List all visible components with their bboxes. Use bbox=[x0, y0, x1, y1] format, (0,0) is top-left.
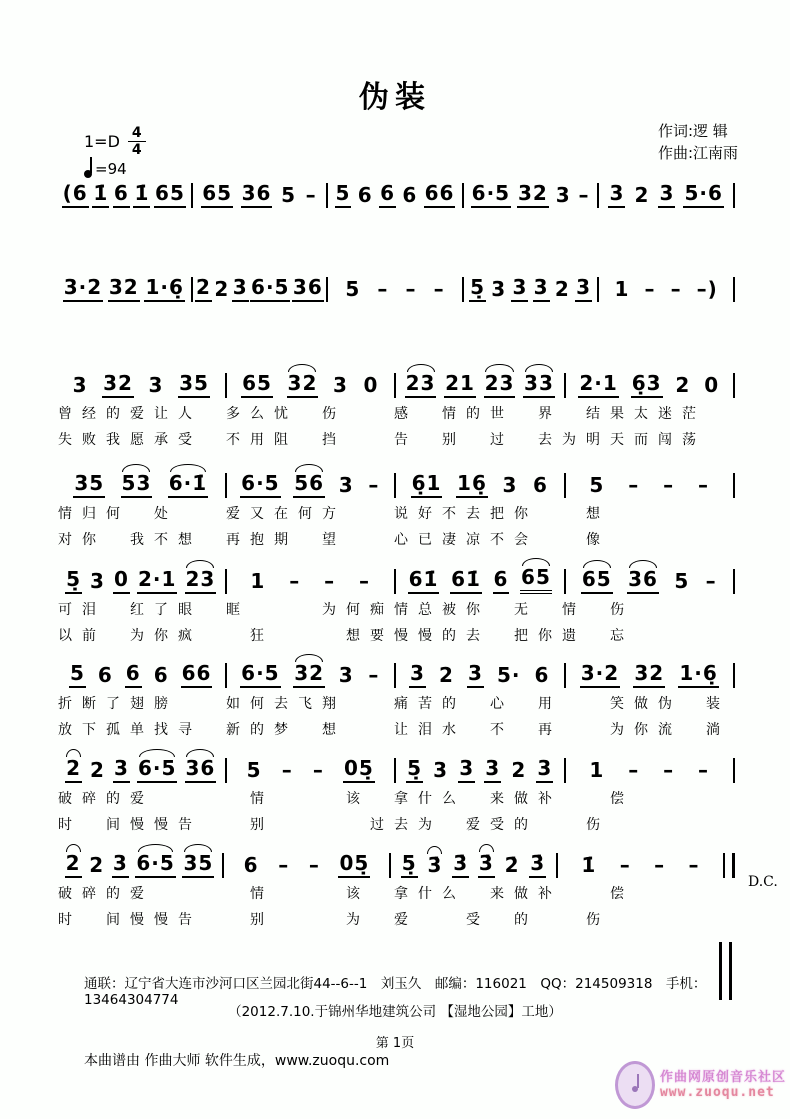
note-token: 1 bbox=[250, 569, 266, 593]
note-token: 2 bbox=[65, 851, 82, 878]
note-token: – bbox=[305, 183, 317, 207]
note-token: 32 bbox=[517, 181, 549, 208]
note-token: 3 bbox=[112, 851, 129, 878]
note-token: –) bbox=[696, 277, 718, 301]
time-signature-denominator: 4 bbox=[131, 142, 142, 158]
note-token: 23 bbox=[405, 371, 437, 398]
barline bbox=[462, 277, 464, 302]
note-token: 0 bbox=[704, 373, 720, 397]
barline bbox=[733, 569, 735, 594]
music-system bbox=[58, 172, 736, 208]
key-signature bbox=[84, 126, 146, 157]
note-token: 6 bbox=[153, 663, 169, 687]
barline bbox=[564, 569, 566, 594]
note-token: 05̣ bbox=[338, 851, 370, 878]
music-system bbox=[58, 462, 736, 550]
note-token: 3 bbox=[433, 758, 449, 782]
note-token: 2 bbox=[89, 853, 105, 877]
note-token: – bbox=[312, 758, 324, 782]
tempo-value: =94 bbox=[95, 160, 127, 178]
watermark-cn-label: 作曲网原创音乐社区 bbox=[659, 1070, 786, 1085]
note-token: 5 bbox=[69, 661, 86, 688]
barline bbox=[556, 853, 558, 878]
note-token: 6·5 bbox=[135, 851, 175, 878]
note-token: 2 bbox=[65, 756, 82, 783]
note-token: 3 bbox=[338, 473, 354, 497]
note-token: 6 bbox=[534, 663, 550, 687]
note-token: – bbox=[698, 758, 710, 782]
time-signature bbox=[128, 126, 146, 157]
lyric-line: 对你 我不想 再抱期 望 心已凄凉不会 像 bbox=[58, 532, 610, 548]
measure bbox=[567, 661, 733, 688]
note-token: 6·5 bbox=[250, 275, 290, 302]
note-token: – bbox=[405, 277, 417, 301]
credits bbox=[658, 120, 738, 164]
measure bbox=[559, 853, 722, 878]
note-token: 5 bbox=[335, 181, 352, 208]
note-token: 3 bbox=[467, 661, 484, 688]
watermark-url: www.zuoqu.net bbox=[659, 1085, 775, 1100]
measure bbox=[567, 473, 733, 498]
note-token: – bbox=[289, 569, 301, 593]
note-token: 5· bbox=[496, 663, 521, 687]
lyric-line: 放下孤单找寻 新的梦 想 让泪水 不 再 为你流 淌 bbox=[58, 722, 730, 738]
note-token: 5 bbox=[589, 473, 605, 497]
note-token: 23 bbox=[484, 371, 516, 398]
measure bbox=[194, 181, 326, 208]
note-line bbox=[58, 556, 736, 594]
note-token: 2·1 bbox=[578, 371, 618, 398]
note-token: 23 bbox=[185, 567, 217, 594]
note-token: 2 bbox=[195, 275, 212, 302]
barline bbox=[394, 663, 396, 688]
note-token: – bbox=[359, 569, 371, 593]
note-token: 6·5 bbox=[137, 756, 177, 783]
note-token: 3 bbox=[533, 275, 550, 302]
note-token: – bbox=[654, 853, 666, 877]
note-token: 3 bbox=[90, 569, 105, 593]
note-token: (6 bbox=[62, 181, 89, 208]
note-token: 61̇ bbox=[450, 567, 482, 594]
measure bbox=[225, 851, 388, 878]
barline bbox=[326, 183, 328, 208]
lyric-line: 以前 为你疯 狂 想要慢慢的去 把你遗 忘 bbox=[58, 628, 634, 644]
note-token: 6̣3 bbox=[631, 371, 663, 398]
measure bbox=[329, 277, 461, 302]
note-token: 35 bbox=[182, 851, 214, 878]
dc-mark: D.C. bbox=[748, 874, 778, 890]
note-token: 32 bbox=[287, 371, 319, 398]
note-token: 3 bbox=[232, 275, 249, 302]
note-token: 6 bbox=[402, 183, 418, 207]
lyric-line: 曾经的爱让人 多么忧 伤 感 情的世 界 结果太迷茫 bbox=[58, 406, 706, 422]
note-token: 65 bbox=[520, 565, 552, 594]
note-token: 3·2 bbox=[63, 275, 103, 302]
note-token: 6 bbox=[243, 853, 259, 877]
music-system bbox=[58, 362, 736, 450]
barline bbox=[733, 473, 735, 498]
music-system bbox=[58, 556, 736, 646]
measure bbox=[392, 851, 555, 878]
measure bbox=[600, 181, 732, 208]
lyric-line: 可泪 红了眼 眶 为何痴情总被你 无 情 伤 bbox=[58, 602, 634, 618]
note-token: 3 bbox=[338, 663, 354, 687]
measure bbox=[58, 756, 224, 783]
measure bbox=[58, 275, 190, 302]
note-token: 1 bbox=[589, 758, 605, 782]
note-token: 5̣ bbox=[406, 756, 423, 783]
song-title: 伪装 bbox=[359, 80, 431, 115]
note-token: 5̣ bbox=[65, 567, 82, 594]
time-signature-numerator: 4 bbox=[128, 126, 146, 142]
note-token: 33 bbox=[523, 371, 555, 398]
note-line bbox=[58, 747, 736, 783]
barline bbox=[394, 473, 396, 498]
note-token: 36 bbox=[627, 567, 659, 594]
note-token: 5̣ bbox=[469, 275, 486, 302]
note-token: – bbox=[368, 663, 380, 687]
note-token: 36 bbox=[185, 756, 217, 783]
session-note: （2012.7.10.于锦州华地建筑公司 【湿地公园】工地） bbox=[228, 1004, 562, 1020]
measure bbox=[600, 277, 732, 302]
contact-line: 通联：辽宁省大连市沙河口区兰园北街44--6--1 刘玉久 邮编：116021 QQ：214509318 手机：13464304774 bbox=[84, 976, 707, 1008]
note-token: 6 bbox=[379, 181, 396, 208]
note-token: – bbox=[705, 569, 717, 593]
note-token: 36 bbox=[292, 275, 324, 302]
note-token: 3̇ bbox=[478, 851, 495, 878]
note-token: – bbox=[670, 277, 682, 301]
note-token: 35 bbox=[73, 471, 105, 498]
note-line bbox=[58, 362, 736, 398]
page-number: 第 1页 bbox=[375, 1036, 415, 1051]
barline bbox=[225, 758, 227, 783]
note-line bbox=[58, 842, 736, 878]
barline bbox=[733, 277, 735, 302]
note-token: 1·6̣ bbox=[144, 275, 184, 302]
note-token: 5 bbox=[281, 183, 296, 207]
composer-credit: 作曲:江南雨 bbox=[657, 144, 738, 162]
measure bbox=[329, 181, 461, 208]
watermark bbox=[615, 1061, 786, 1109]
note-token: 3 bbox=[511, 275, 528, 302]
note-token: 3 bbox=[458, 756, 475, 783]
note-token: 6 bbox=[97, 663, 113, 687]
note-token: 2̇ bbox=[504, 853, 520, 877]
note-token: – bbox=[278, 853, 290, 877]
note-token: 0 bbox=[113, 567, 130, 594]
note-token: 3 bbox=[148, 373, 164, 397]
barline bbox=[394, 569, 396, 594]
note-token: 6·5 bbox=[240, 661, 280, 688]
note-line bbox=[58, 462, 736, 498]
note-token: 3·2 bbox=[580, 661, 620, 688]
barline bbox=[462, 183, 464, 208]
barline bbox=[389, 853, 391, 878]
note-token: 61̇ bbox=[408, 567, 440, 594]
barline bbox=[597, 183, 599, 208]
note-token: – bbox=[663, 473, 675, 497]
note-token: 65 bbox=[581, 567, 613, 594]
note-token: 21 bbox=[444, 371, 476, 398]
measure bbox=[58, 181, 190, 208]
note-token: 2 bbox=[214, 277, 230, 301]
note-token: 2 bbox=[554, 277, 570, 301]
watermark-text bbox=[660, 1070, 786, 1100]
lyric-line: 折断了翅膀 如何去飞翔 痛苦的 心 用 笑做伪 装 bbox=[58, 696, 730, 712]
barline bbox=[191, 183, 193, 208]
measure bbox=[228, 569, 394, 594]
note-token: 5 bbox=[674, 569, 690, 593]
note-token: 2 bbox=[439, 663, 454, 687]
note-token: – bbox=[619, 853, 631, 877]
note-token: 32 bbox=[633, 661, 665, 688]
lyric-line: 失败我愿承受 不用阻 挡 告 别 过 去为明天而闯荡 bbox=[58, 432, 706, 448]
note-token: – bbox=[368, 473, 380, 497]
note-token: 3 bbox=[72, 373, 88, 397]
note-token: 56 bbox=[293, 471, 325, 498]
barline bbox=[733, 758, 735, 783]
measure bbox=[397, 661, 563, 688]
note-token: – bbox=[308, 853, 320, 877]
note-token: 6·5 bbox=[471, 181, 511, 208]
measure bbox=[397, 371, 563, 398]
lyricist-credit: 作词:逻 辑 bbox=[657, 122, 728, 140]
note-token: 66 bbox=[181, 661, 213, 688]
measure bbox=[58, 661, 224, 688]
measure bbox=[465, 275, 597, 302]
music-note-icon bbox=[632, 1086, 638, 1092]
note-token: 35 bbox=[178, 371, 210, 398]
measure bbox=[228, 371, 394, 398]
note-token: 6 bbox=[125, 661, 142, 688]
note-token: 2 bbox=[511, 758, 527, 782]
note-token: 16̣ bbox=[456, 471, 488, 498]
note-token: 32 bbox=[293, 661, 325, 688]
barline bbox=[225, 569, 227, 594]
note-token: – bbox=[377, 277, 389, 301]
note-token: 32 bbox=[108, 275, 140, 302]
note-token: 2·1 bbox=[137, 567, 177, 594]
barline bbox=[222, 853, 224, 878]
note-token: – bbox=[688, 853, 700, 877]
note-token: 1·6̣ bbox=[678, 661, 718, 688]
note-token: – bbox=[281, 758, 293, 782]
note-token: 6 bbox=[113, 181, 130, 208]
note-token: 2 bbox=[90, 758, 105, 782]
measure bbox=[194, 275, 326, 302]
note-token: 3̇ bbox=[427, 853, 443, 877]
note-token: 3 bbox=[608, 181, 625, 208]
note-token: 6·5 bbox=[240, 471, 280, 498]
watermark-logo-icon bbox=[615, 1061, 655, 1109]
note-token: – bbox=[628, 473, 640, 497]
note-line bbox=[58, 652, 736, 688]
note-token: – bbox=[644, 277, 656, 301]
note-token: 65 bbox=[241, 371, 273, 398]
lyric-line: 情归何 处 爱又在何方 说好不去把你 想 bbox=[58, 506, 610, 522]
barline bbox=[564, 473, 566, 498]
note-token: 3 bbox=[502, 473, 518, 497]
music-system bbox=[58, 842, 736, 930]
lyric-line: 破碎的爱 情 该 拿什么 来做补 偿 bbox=[58, 791, 634, 807]
note-line bbox=[58, 266, 736, 302]
music-system bbox=[58, 747, 736, 835]
key-label: 1=D bbox=[84, 132, 120, 151]
double-barline bbox=[723, 853, 735, 878]
measure bbox=[58, 567, 224, 594]
barline bbox=[225, 663, 227, 688]
note-token: 0 bbox=[363, 373, 379, 397]
lyric-line: 时 间慢慢告 别 为 爱 受 的 伤 bbox=[58, 912, 610, 928]
measure bbox=[567, 758, 733, 783]
measure bbox=[397, 756, 563, 783]
generator-note: 本曲谱由 作曲大师 软件生成，www.zuoqu.com bbox=[84, 1053, 390, 1069]
note-token: 3 bbox=[491, 277, 507, 301]
measure bbox=[465, 181, 597, 208]
note-token: 1̇ bbox=[92, 181, 109, 208]
note-token: 05̣ bbox=[343, 756, 375, 783]
note-token: 3̇ bbox=[452, 851, 469, 878]
measure bbox=[397, 565, 563, 594]
barline bbox=[225, 473, 227, 498]
measure bbox=[58, 371, 224, 398]
barline bbox=[225, 373, 227, 398]
measure bbox=[567, 371, 733, 398]
note-token: 66 bbox=[424, 181, 456, 208]
note-token: – bbox=[433, 277, 445, 301]
lyric-line: 破碎的爱 情 该 拿什么 来做补 偿 bbox=[58, 886, 634, 902]
measure bbox=[228, 661, 394, 688]
note-token: 6̣1 bbox=[411, 471, 443, 498]
note-token: 5 bbox=[246, 758, 262, 782]
note-token: 1̇ bbox=[581, 853, 597, 877]
note-token: 3 bbox=[409, 661, 426, 688]
barline bbox=[564, 758, 566, 783]
note-token: – bbox=[324, 569, 336, 593]
measure bbox=[228, 471, 394, 498]
note-token: 5·6 bbox=[683, 181, 723, 208]
note-token: 1̇ bbox=[133, 181, 150, 208]
note-token: 32 bbox=[102, 371, 134, 398]
measure bbox=[58, 471, 224, 498]
barline bbox=[326, 277, 328, 302]
note-token: 6 bbox=[493, 567, 510, 594]
note-token: 5 bbox=[345, 277, 361, 301]
note-token: 53 bbox=[121, 471, 153, 498]
measure bbox=[228, 756, 394, 783]
barline bbox=[564, 663, 566, 688]
note-line bbox=[58, 172, 736, 208]
note-token: 5̣ bbox=[401, 851, 418, 878]
note-token: 6·1̇ bbox=[168, 471, 208, 498]
measure bbox=[397, 471, 563, 498]
barline bbox=[394, 373, 396, 398]
note-token: 6 bbox=[532, 473, 548, 497]
note-token: 3 bbox=[555, 183, 571, 207]
music-system bbox=[58, 652, 736, 740]
music-system bbox=[58, 266, 736, 302]
note-token: 65 bbox=[154, 181, 186, 208]
barline bbox=[394, 758, 396, 783]
note-token: 3̇ bbox=[529, 851, 546, 878]
lyric-line: 时 间慢慢告 别 过去为 爱受的 伤 bbox=[58, 817, 610, 833]
barline bbox=[597, 277, 599, 302]
note-token: 2 bbox=[634, 183, 650, 207]
note-token: 65 bbox=[201, 181, 233, 208]
note-token: 6 bbox=[357, 183, 373, 207]
note-token: 3 bbox=[332, 373, 348, 397]
note-token: 3 bbox=[113, 756, 130, 783]
note-token: – bbox=[578, 183, 590, 207]
note-token: 1 bbox=[614, 277, 630, 301]
note-token: 36 bbox=[241, 181, 273, 208]
note-token: 3 bbox=[484, 756, 501, 783]
note-token: 3 bbox=[575, 275, 592, 302]
barline bbox=[733, 183, 735, 208]
measure bbox=[58, 851, 221, 878]
note-token: – bbox=[628, 758, 640, 782]
note-token: 2 bbox=[675, 373, 691, 397]
measure bbox=[567, 567, 733, 594]
barline bbox=[191, 277, 193, 302]
note-token: 3 bbox=[536, 756, 553, 783]
barline bbox=[733, 373, 735, 398]
barline bbox=[733, 663, 735, 688]
note-token: – bbox=[663, 758, 675, 782]
note-token: – bbox=[698, 473, 710, 497]
barline bbox=[564, 373, 566, 398]
note-token: 3 bbox=[658, 181, 675, 208]
